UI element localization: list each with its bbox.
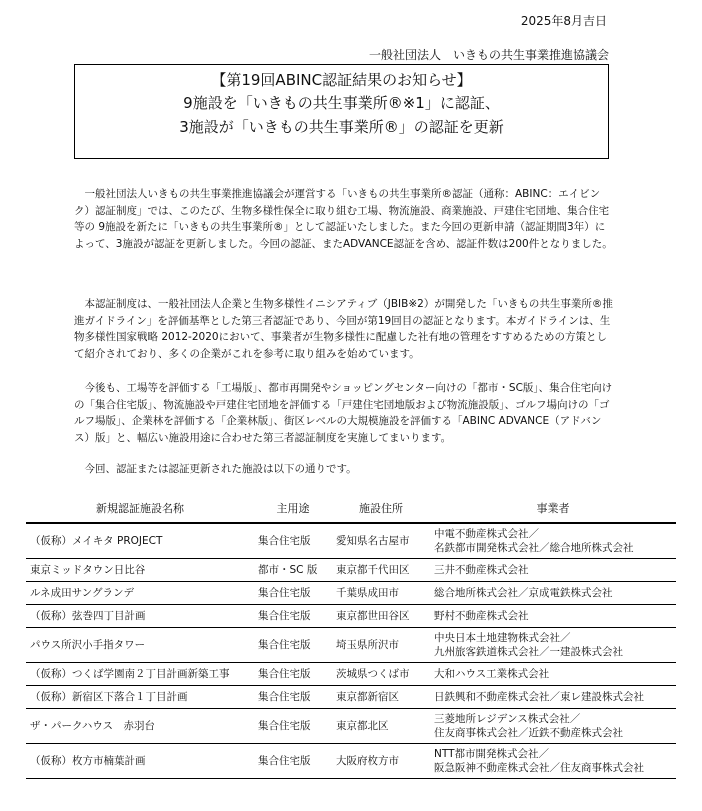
paragraph-system: [74, 296, 614, 362]
facility-location: 埼玉県所沢市: [332, 628, 430, 663]
facility-use: 集合住宅版: [254, 523, 332, 559]
table-row: [26, 744, 676, 779]
facility-business: 大和ハウス工業株式会社: [430, 663, 676, 686]
paragraph-list-intro: [74, 461, 614, 478]
paragraph-text: 本認証制度は、一般社団法人企業と生物多様性イニシアティブ（JBIB※2）が開発した「いきもの共生事業所®推進ガイドライン」を評価基準とした第三者認証であり、今回が第19回目の認証となります。本ガイドラインは、生物多様性国家戦略 2012-2020において、事業者が生物多様性に配慮した社有地の管理をすすめるための方策として紹介されており、多くの企業がこれを参考に取り組みを始めています。: [74, 298, 613, 360]
facility-name: 東京ミッドタウン日比谷: [26, 559, 254, 582]
paragraph-text: 今後も、工場等を評価する「工場版」、都市再開発やショッピングセンター向けの「都市・SC版」、集合住宅向けの「集合住宅版」、物流施設や戸建住宅団地を評価する「戸建住宅団地版および物流施設版」、ゴルフ場向けの「ゴルフ場版」、企業林を評価する「企業林版」、街区レベルの大規模施設を評価する「ABINC ADVANCE（アドバンス）版」と、幅広い施設用途に合わせた第三者認証制度を実施してまいります。: [74, 382, 613, 444]
facility-business: 中電不動産株式会社／ 名鉄都市開発株式会社／総合地所株式会社: [430, 523, 676, 559]
facility-business: 総合地所株式会社／京成電鉄株式会社: [430, 582, 676, 605]
facility-name: （仮称）弦巻四丁目計画: [26, 605, 254, 628]
facility-name: ルネ成田サングランデ: [26, 582, 254, 605]
facility-name: パウス所沢小手指タワー: [26, 628, 254, 663]
facility-location: 茨城県つくば市: [332, 663, 430, 686]
organization-name: 一般社団法人 いきもの共生事業推進協議会: [368, 48, 609, 62]
table-row: [26, 559, 676, 582]
table-row: [26, 709, 676, 744]
facility-location: 東京都千代田区: [332, 559, 430, 582]
facility-name: （仮称）つくば学園南２丁目計画新築工事: [26, 663, 254, 686]
paragraph-text: 今回、認証または認証更新された施設は以下の通りです。: [84, 463, 357, 475]
facility-name: （仮称）枚方市楠葉計画: [26, 744, 254, 779]
facility-business: 三菱地所レジデンス株式会社／ 住友商事株式会社／近鉄不動産株式会社: [430, 709, 676, 744]
facility-use: 集合住宅版: [254, 744, 332, 779]
header-business: 事業者: [430, 498, 676, 523]
facility-business: 野村不動産株式会社: [430, 605, 676, 628]
document-date: 2025年8月吉日: [520, 14, 607, 28]
header-location: 施設住所: [332, 498, 430, 523]
facility-use: 集合住宅版: [254, 686, 332, 709]
facility-location: 東京都世田谷区: [332, 605, 430, 628]
facility-name: （仮称）メイキタ PROJECT: [26, 523, 254, 559]
facility-name: （仮称）新宿区下落合１丁目計画: [26, 686, 254, 709]
title-box: [74, 64, 609, 159]
facility-use: 集合住宅版: [254, 663, 332, 686]
facility-location: 東京都新宿区: [332, 686, 430, 709]
facility-use: 集合住宅版: [254, 628, 332, 663]
facility-location: 東京都北区: [332, 709, 430, 744]
title-subline-new: 9施設を「いきもの共生事業所®※1」に認証、: [183, 94, 500, 112]
table-row: [26, 628, 676, 663]
facility-use: 都市・SC 版: [254, 559, 332, 582]
table-header-row: [26, 498, 676, 523]
table-row: [26, 582, 676, 605]
facility-business: 中央日本土地建物株式会社／ 九州旅客鉄道株式会社／一建設株式会社: [430, 628, 676, 663]
facility-use: 集合住宅版: [254, 605, 332, 628]
paragraph-future: [74, 380, 614, 446]
facility-location: 愛知県名古屋市: [332, 523, 430, 559]
facility-use: 集合住宅版: [254, 582, 332, 605]
facility-business: 三井不動産株式会社: [430, 559, 676, 582]
facility-name: ザ・パークハウス 赤羽台: [26, 709, 254, 744]
certified-facilities-table: [26, 498, 676, 779]
title-subline-renewal: 3施設が「いきもの共生事業所®」の認証を更新: [179, 118, 504, 136]
table-row: [26, 605, 676, 628]
table-row: [26, 523, 676, 559]
facility-business: NTT都市開発株式会社／ 阪急阪神不動産株式会社／住友商事株式会社: [430, 744, 676, 779]
paragraph-text: 一般社団法人いきもの共生事業推進協議会が運営する「いきもの共生事業所®認証（通称：ABINC：エイビンク）認証制度」では、このたび、生物多様性保全に取り組む工場、物流施設、商業施設、戸建住宅団地、集合住宅等の 9施設を新たに「いきもの共生事業所®」として認証いたしました。また今回の更新申請（認証期間3年）によって、3施設が認証を更新しました。今回の認証、またADVANCE認証を含め、認証件数は200件となりました。: [74, 188, 613, 250]
title-heading: 【第19回ABINC認証結果のお知らせ】: [211, 71, 472, 89]
table-row: [26, 663, 676, 686]
header-main-use: 主用途: [254, 498, 332, 523]
facility-use: 集合住宅版: [254, 709, 332, 744]
facility-business: 日鉄興和不動産株式会社／東レ建設株式会社: [430, 686, 676, 709]
facility-location: 大阪府枚方市: [332, 744, 430, 779]
table-row: [26, 686, 676, 709]
header-facility-name: 新規認証施設名称: [26, 498, 254, 523]
facility-location: 千葉県成田市: [332, 582, 430, 605]
paragraph-intro: [74, 186, 614, 252]
